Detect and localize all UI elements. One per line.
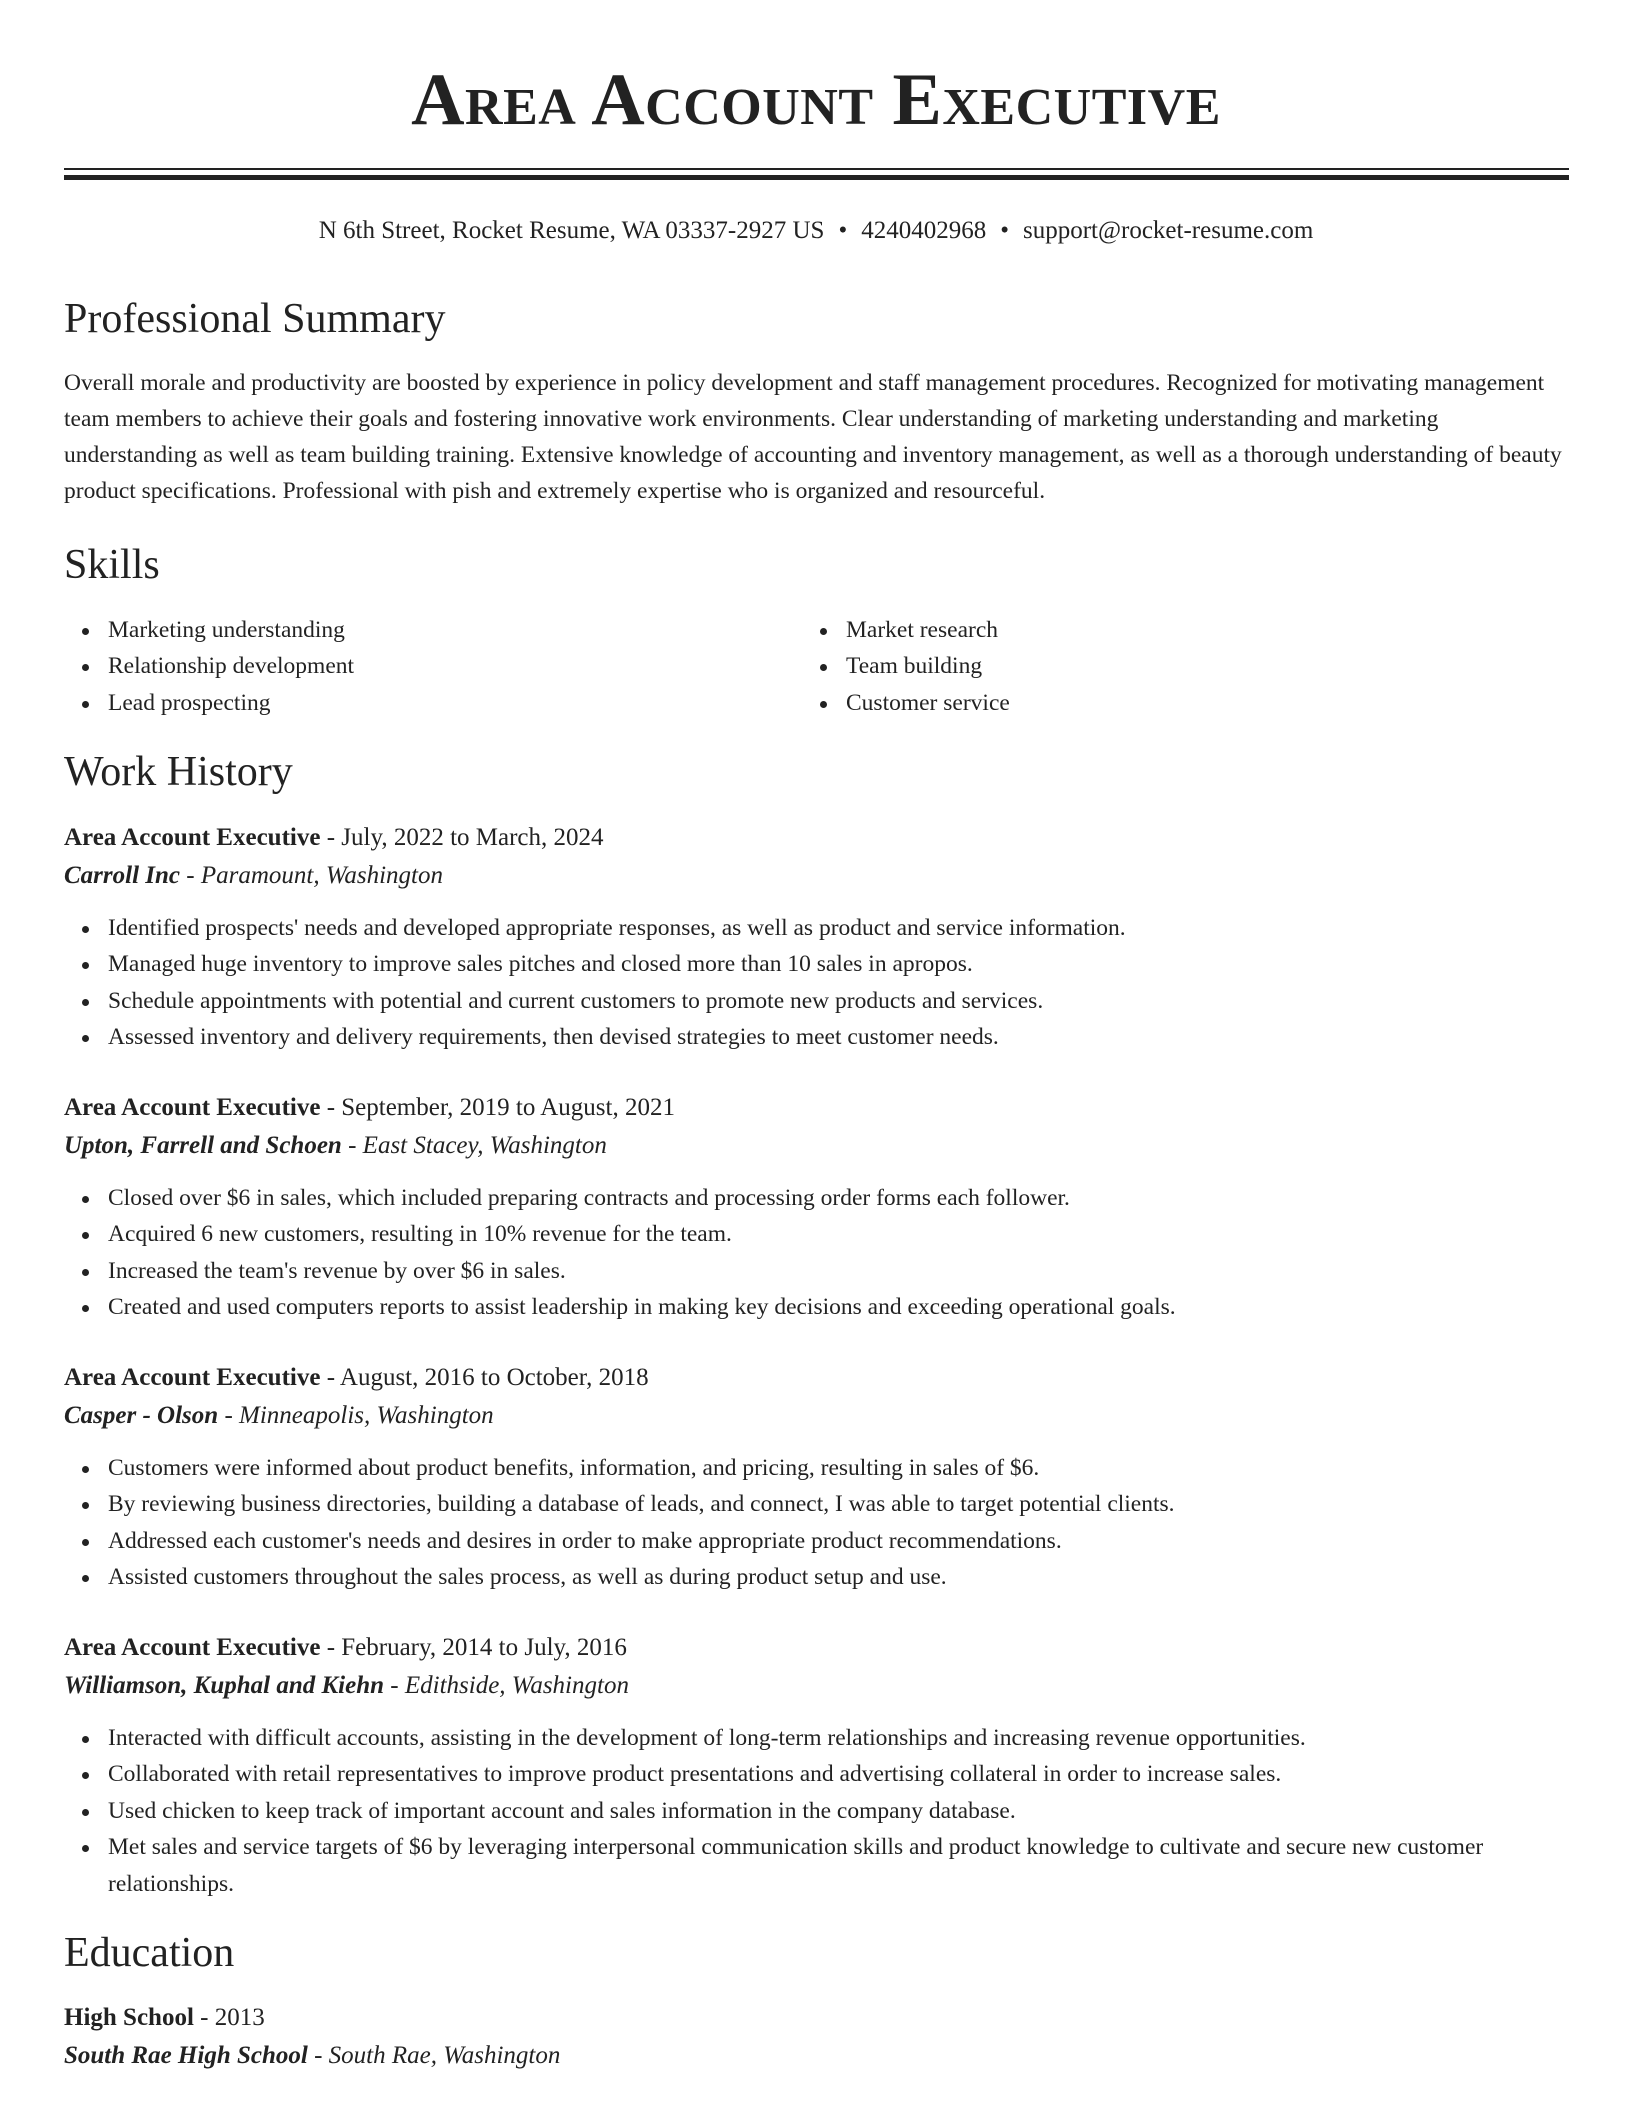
job-role: Area Account Executive: [64, 1364, 321, 1391]
education-entry: [64, 2000, 1574, 2076]
job-title-line: Area Account Executive - July, 2022 to March, 2024: [64, 824, 604, 851]
skills-list-right: [802, 612, 1502, 721]
education-heading: Education: [64, 1930, 235, 1976]
job-location: East Stacey, Washington: [362, 1132, 607, 1159]
job-bullets: [64, 1180, 1574, 1326]
job-bullet: Customers were informed about product benefits, information, and pricing, resulting in sales of $6.: [64, 1450, 1574, 1486]
job-location: Edithside, Washington: [404, 1672, 629, 1699]
job-bullet: Assisted customers throughout the sales process, as well as during product setup and use.: [64, 1559, 1574, 1595]
job-title-line: Area Account Executive - August, 2016 to October, 2018: [64, 1364, 649, 1391]
skill-item: Marketing understanding: [64, 612, 764, 648]
contact-separator: •: [838, 217, 848, 244]
contact-separator: •: [1000, 217, 1009, 244]
education-year: 2013: [214, 2004, 265, 2031]
job-bullet: Used chicken to keep track of important account and sales information in the company database.: [64, 1793, 1574, 1829]
work-history-heading: Work History: [64, 749, 293, 795]
skill-item: Relationship development: [64, 648, 764, 684]
job-bullet: Closed over $6 in sales, which included preparing contracts and processing order forms each follower.: [64, 1180, 1574, 1216]
education-location: South Rae, Washington: [328, 2042, 561, 2069]
job-title-line: Area Account Executive - February, 2014 to July, 2016: [64, 1634, 627, 1661]
education-degree: High School: [64, 2004, 194, 2031]
job-company: Casper - Olson: [64, 1402, 219, 1429]
job-bullet: Identified prospects' needs and developed appropriate responses, as well as product and service information.: [64, 910, 1574, 946]
job-company: Williamson, Kuphal and Kiehn: [64, 1672, 385, 1699]
job-bullet: Acquired 6 new customers, resulting in 10% revenue for the team.: [64, 1216, 1574, 1252]
job-location: Minneapolis, Washington: [239, 1402, 494, 1429]
job-company: Carroll Inc: [64, 862, 181, 889]
job-bullet: Addressed each customer's needs and desires in order to make appropriate product recommendations.: [64, 1523, 1574, 1559]
job-location: Paramount, Washington: [200, 862, 443, 889]
education-school: South Rae High School: [64, 2042, 308, 2069]
job-entry: [64, 1630, 1574, 1902]
skill-item: Lead prospecting: [64, 685, 764, 721]
summary-text: Overall morale and productivity are boosted by experience in policy development and staff management procedures. Recognized for motivating management team members to achieve their goals and fostering innovative work environments. Clear understanding of marketing understanding and marketing understanding as well as team building training. Extensive knowledge of accounting and inventory management, as well as a thorough understanding of beauty product specifications. Professional with pish and extremely expertise who is organized and resourceful.: [64, 370, 1562, 504]
job-bullet: Assessed inventory and delivery requirements, then devised strategies to meet customer needs.: [64, 1019, 1574, 1055]
header-divider-thick: [64, 175, 1569, 180]
job-bullet: Created and used computers reports to assist leadership in making key decisions and exceeding operational goals.: [64, 1289, 1574, 1325]
job-company-line: Casper - Olson - Minneapolis, Washington: [64, 1402, 494, 1429]
job-title-line: Area Account Executive - September, 2019 to August, 2021: [64, 1094, 675, 1121]
job-company-line: Carroll Inc - Paramount, Washington: [64, 862, 443, 889]
job-bullet: Interacted with difficult accounts, assisting in the development of long-term relationships and increasing revenue opportunities.: [64, 1720, 1574, 1756]
job-entry: [64, 820, 1574, 1056]
job-bullet: Managed huge inventory to improve sales pitches and closed more than 10 sales in apropos.: [64, 946, 1574, 982]
job-bullet: Increased the team's revenue by over $6 in sales.: [64, 1253, 1574, 1289]
job-dates: August, 2016 to October, 2018: [339, 1364, 649, 1391]
education-school-line: South Rae High School - South Rae, Washington: [64, 2042, 561, 2069]
job-bullets: [64, 1450, 1574, 1596]
skills-list-left: [64, 612, 764, 721]
resume-name-title: Area Account Executive: [411, 59, 1221, 141]
contact-phone: 4240402968: [861, 217, 987, 244]
job-bullets: [64, 1720, 1574, 1902]
job-entry: [64, 1090, 1574, 1326]
job-role: Area Account Executive: [64, 1094, 321, 1121]
skills-heading: Skills: [64, 542, 160, 588]
job-dates: February, 2014 to July, 2016: [341, 1634, 627, 1661]
skill-item: Customer service: [802, 685, 1502, 721]
contact-line: [0, 214, 1632, 248]
job-bullet: Schedule appointments with potential and current customers to promote new products and services.: [64, 983, 1574, 1019]
job-role: Area Account Executive: [64, 824, 321, 851]
job-dates: September, 2019 to August, 2021: [341, 1094, 675, 1121]
job-company-line: Williamson, Kuphal and Kiehn - Edithside, Washington: [64, 1672, 629, 1699]
job-dates: July, 2022 to March, 2024: [341, 824, 604, 851]
skill-item: Team building: [802, 648, 1502, 684]
job-bullets: [64, 910, 1574, 1056]
contact-email: support@rocket-resume.com: [1022, 217, 1314, 244]
job-bullet: Met sales and service targets of $6 by leveraging interpersonal communication skills and product knowledge to cultivate and secure new customer relationships.: [64, 1829, 1574, 1902]
job-role: Area Account Executive: [64, 1634, 321, 1661]
header-divider-thin: [64, 168, 1569, 170]
skill-item: Market research: [802, 612, 1502, 648]
job-company-line: Upton, Farrell and Schoen - East Stacey, Washington: [64, 1132, 607, 1159]
job-entry: [64, 1360, 1574, 1596]
summary-heading: Professional Summary: [64, 296, 446, 342]
contact-address: N 6th Street, Rocket Resume, WA 03337-2927 US: [318, 217, 825, 244]
job-bullet: Collaborated with retail representatives to improve product presentations and advertising collateral in order to increase sales.: [64, 1756, 1574, 1792]
job-company: Upton, Farrell and Schoen: [64, 1132, 342, 1159]
education-degree-line: High School - 2013: [64, 2004, 265, 2031]
job-bullet: By reviewing business directories, building a database of leads, and connect, I was able to target potential clients.: [64, 1486, 1574, 1522]
